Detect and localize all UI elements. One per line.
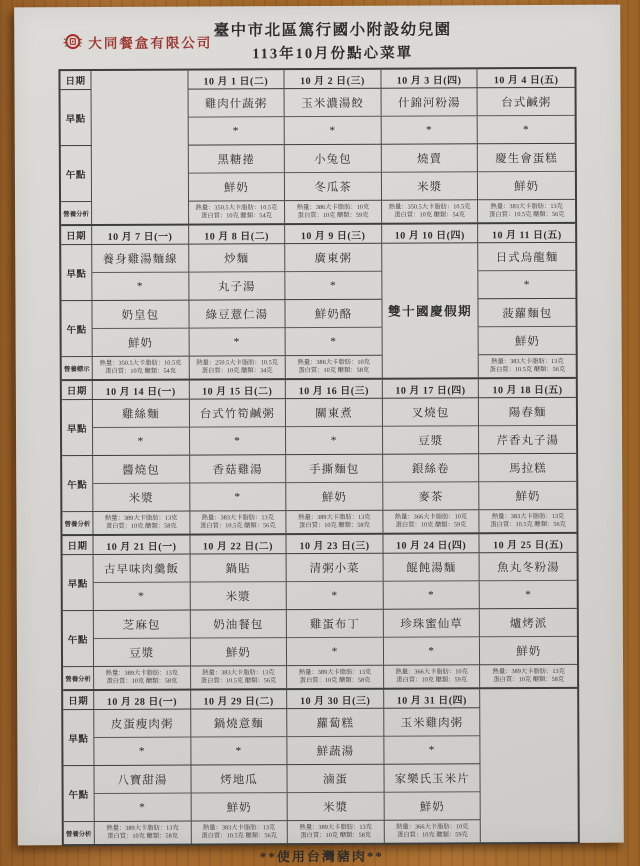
morning-side: * (286, 427, 383, 455)
morning-dish: 清粥小菜 (287, 554, 384, 582)
afternoon-side: * (384, 637, 481, 665)
week-4-block (62, 534, 577, 691)
nutrition-line1: 熱量：389大卡脂肪：13克 (299, 823, 372, 831)
nutrition-line1: 熱量：389大卡脂肪：13克 (105, 669, 179, 677)
afternoon-side: 鮮奶 (93, 329, 190, 357)
nutrition-cell (93, 357, 190, 379)
afternoon-dish: 香菇雞湯 (190, 455, 287, 483)
morning-side: * (287, 582, 384, 610)
row-label-date: 日期 (62, 536, 93, 555)
morning-dish: 雞絲麵 (93, 400, 190, 428)
date-cell: 10 月 4 日(五) (478, 69, 575, 88)
nutrition-cell (286, 356, 383, 378)
nutrition-cell (94, 667, 191, 689)
nutrition-line2: 蛋白質：10克 醣類：59克 (396, 831, 468, 839)
menu-document (14, 5, 624, 865)
date-cell: 10 月 9 日(三) (285, 225, 382, 244)
nutrition-line1: 熱量：383大卡脂肪：13克 (202, 668, 275, 677)
morning-side: * (191, 737, 288, 765)
row-label-nutrition: 營養分析 (62, 512, 93, 534)
nutrition-cell (189, 356, 286, 378)
afternoon-dish: 慶生會蛋糕 (478, 144, 575, 172)
nutrition-line2: 蛋白質：10克 醣類：59克 (396, 676, 468, 684)
nutrition-line1: 熱量：389大卡脂肪：13克 (106, 824, 179, 832)
afternoon-side: 米漿 (382, 172, 479, 200)
morning-dish: 玉米濃湯餃 (285, 89, 382, 117)
row-label-morning: 早點 (62, 400, 93, 456)
afternoon-side: 鮮奶 (188, 173, 285, 201)
nutrition-line2: 蛋白質：10克 醣類：58克 (105, 522, 177, 530)
nutrition-line1: 熱量：350.5大卡脂肪：10.5克 (195, 203, 278, 212)
afternoon-side: 米漿 (93, 484, 190, 512)
nutrition-line1: 熱量：386大卡脂肪：10克 (296, 203, 370, 211)
morning-dish: 什錦河粉湯 (381, 88, 478, 116)
date-cell: 10 月 11 日(五) (479, 224, 576, 243)
nutrition-line1: 熱量：386大卡脂肪：10克 (297, 358, 370, 366)
row-label-afternoon: 午點 (63, 766, 94, 822)
nutrition-line1: 熱量：350.5大卡脂肪：10.5克 (99, 359, 182, 367)
morning-dish: 古早味肉羹飯 (94, 555, 191, 583)
row-label-date: 日期 (63, 691, 94, 710)
date-cell: 10 月 3 日(四) (381, 69, 478, 88)
afternoon-side: 鮮奶 (191, 638, 288, 666)
date-cell: 10 月 23 日(三) (287, 535, 384, 554)
afternoon-side: 鮮奶 (384, 792, 481, 820)
nutrition-line2: 蛋白質：10克 醣類：54克 (105, 367, 176, 375)
date-cell: 10 月 21 日(一) (93, 536, 190, 555)
afternoon-side: * (287, 638, 384, 666)
row-label-morning: 早點 (63, 555, 94, 611)
document-title (213, 17, 451, 63)
afternoon-dish: 家樂氏玉米片 (384, 764, 481, 792)
afternoon-side: * (189, 328, 286, 356)
empty-cell (91, 71, 188, 224)
morning-dish: 皮蛋瘦肉粥 (94, 710, 191, 738)
menu-title: 113年10月份點心菜單 (252, 45, 414, 63)
morning-dish: 蘿蔔糕 (287, 709, 384, 737)
afternoon-side: 米漿 (288, 793, 385, 821)
afternoon-side: 鮮奶 (480, 482, 577, 510)
nutrition-line1: 熱量：383大卡脂肪：13克 (491, 512, 565, 520)
date-cell: 10 月 1 日(二) (188, 70, 285, 89)
row-label-date: 日期 (60, 71, 91, 90)
nutrition-line2: 蛋白質：10克 醣類：59克 (297, 211, 369, 220)
nutrition-line1: 熱量：383大卡脂肪：13克 (202, 823, 276, 832)
morning-side: * (478, 116, 575, 144)
afternoon-side: * (286, 328, 383, 356)
nutrition-line1: 熱量：366大卡脂肪：10克 (395, 667, 468, 676)
date-cell: 10 月 2 日(三) (285, 70, 382, 89)
nutrition-cell (287, 666, 384, 688)
nutrition-line2: 蛋白質：10.5克 醣類：56克 (200, 522, 276, 530)
nutrition-line2: 蛋白質：10克 醣類：58克 (106, 677, 178, 685)
date-cell: 10 月 24 日(四) (383, 534, 480, 553)
date-cell: 10 月 18 日(五) (479, 379, 576, 398)
date-cell: 10 月 8 日(二) (189, 225, 286, 244)
nutrition-cell (190, 511, 287, 533)
afternoon-side: 豆漿 (94, 639, 191, 667)
morning-dish: 玉米雞肉粥 (384, 708, 481, 736)
afternoon-dish: 珍珠蜜仙草 (384, 609, 481, 637)
afternoon-dish: 八寶甜湯 (94, 766, 191, 794)
nutrition-line1: 熱量：389大卡脂肪：13克 (298, 513, 371, 521)
row-label-afternoon: 午點 (61, 301, 92, 357)
morning-dish: 鍋燒意麵 (191, 709, 288, 737)
week-1-block (60, 69, 575, 226)
holiday-cell: 雙十國慶假期 (382, 243, 479, 377)
morning-dish: 台式竹筍鹹粥 (189, 399, 286, 427)
nutrition-cell (285, 201, 382, 223)
morning-dish: 魚丸冬粉湯 (480, 553, 577, 581)
morning-side: * (480, 581, 577, 609)
nutrition-cell (479, 355, 576, 377)
date-cell: 10 月 25 日(五) (480, 534, 577, 553)
row-label-afternoon: 午點 (61, 146, 92, 202)
afternoon-side: 冬瓜茶 (285, 173, 382, 201)
morning-dish: 關東煮 (286, 399, 383, 427)
nutrition-line2: 蛋白質：10.5克 醣類：56克 (489, 365, 566, 374)
afternoon-dish: 奶油餐包 (190, 610, 287, 638)
nutrition-cell (191, 666, 288, 688)
morning-side: 芹香丸子湯 (479, 426, 576, 454)
nutrition-cell (480, 510, 577, 532)
company-brand (62, 30, 212, 52)
empty-cell (481, 689, 578, 842)
afternoon-side: 鮮奶 (479, 327, 576, 355)
week-5-block (63, 689, 578, 844)
nutrition-line2: 蛋白質：10克 醣類：58克 (299, 676, 371, 685)
nutrition-line2: 蛋白質：10.5克 醣類：56克 (488, 210, 565, 219)
nutrition-line1: 熱量：389大卡脂肪：13克 (492, 667, 565, 675)
morning-side: * (92, 273, 189, 301)
afternoon-dish: 醬燒包 (93, 456, 190, 484)
nutrition-line2: 蛋白質：10克 醣類：54克 (201, 212, 272, 220)
nutrition-line1: 熱量：350.5大卡脂肪：10.5克 (388, 202, 471, 211)
afternoon-dish: 烤地瓜 (191, 765, 288, 793)
nutrition-line2: 蛋白質：10.5克 醣類：56克 (200, 677, 277, 685)
nutrition-line2: 蛋白質：10克 醣類：58克 (298, 521, 370, 530)
nutrition-line1: 熱量：383大卡脂肪：13克 (490, 202, 563, 210)
row-label-afternoon: 午點 (63, 611, 94, 667)
afternoon-dish: 爐烤派 (480, 609, 577, 637)
morning-side: 鮮蔬湯 (288, 737, 385, 765)
nutrition-line2: 蛋白質：10克 醣類：58克 (493, 675, 565, 684)
afternoon-dish: 鮮奶酪 (286, 300, 383, 328)
afternoon-dish: 雞蛋布丁 (287, 610, 384, 638)
morning-side: * (286, 272, 383, 300)
nutrition-cell (383, 510, 480, 532)
morning-dish: 餛飩湯麵 (383, 553, 480, 581)
nutrition-line1: 熱量：250.5大卡脂肪：10.5克 (196, 358, 279, 367)
morning-side: 丸子湯 (189, 272, 286, 300)
footer-note: **使用台灣豬肉** (259, 848, 384, 865)
nutrition-line1: 熱量：366大卡脂肪：10克 (394, 512, 468, 521)
nutrition-line2: 蛋白質：10克 醣類：58克 (107, 832, 179, 840)
afternoon-side: 鮮奶 (286, 483, 383, 511)
afternoon-dish: 奶皇包 (92, 301, 189, 329)
afternoon-side: 鮮奶 (480, 637, 577, 665)
week-3-block (62, 379, 577, 536)
morning-dish: 叉燒包 (383, 398, 480, 426)
nutrition-cell (480, 665, 577, 687)
nutrition-line2: 蛋白質：10.5克 醣類：56克 (201, 832, 277, 840)
nutrition-line1: 熱量：383大卡脂肪：13克 (201, 513, 275, 522)
nutrition-line1: 熱量：383大卡脂肪：13克 (491, 357, 564, 365)
nutrition-cell (382, 200, 479, 222)
nutrition-cell (93, 512, 190, 534)
date-cell: 10 月 15 日(二) (189, 380, 286, 399)
nutrition-cell (95, 822, 192, 844)
afternoon-dish: 滷蛋 (288, 765, 385, 793)
nutrition-cell (478, 200, 575, 222)
morning-side: * (383, 581, 480, 609)
afternoon-dish: 燒賣 (382, 144, 479, 172)
date-cell: 10 月 17 日(四) (383, 379, 480, 398)
nutrition-line2: 蛋白質：10克 醣類：59克 (395, 521, 467, 529)
row-label-nutrition: 營養分析 (64, 822, 95, 844)
row-label-morning: 早點 (61, 245, 92, 301)
date-cell: 10 月 14 日(一) (93, 381, 190, 400)
row-label-date: 日期 (62, 381, 93, 400)
date-cell: 10 月 22 日(二) (190, 535, 287, 554)
nutrition-line1: 熱量：389大卡脂肪：13克 (104, 514, 178, 522)
nutrition-line2: 蛋白質：10.5克 醣類：56克 (490, 520, 566, 529)
date-cell: 10 月 10 日(四) (382, 224, 479, 243)
date-cell: 10 月 31 日(四) (384, 689, 481, 708)
row-label-morning: 早點 (61, 90, 92, 146)
row-label-nutrition: 營養分析 (63, 667, 94, 689)
afternoon-dish: 菠蘿麵包 (479, 299, 576, 327)
morning-dish: 陽春麵 (479, 398, 576, 426)
nutrition-line1: 熱量：366大卡脂肪：10克 (396, 822, 469, 831)
document-header (58, 19, 578, 65)
morning-side: * (384, 736, 481, 764)
morning-side: * (190, 427, 287, 455)
afternoon-side: 鮮奶 (478, 172, 575, 200)
morning-dish: 雞肉什蔬粥 (188, 89, 285, 117)
nutrition-cell (288, 821, 385, 843)
nutrition-cell (385, 820, 482, 842)
company-name: 大同餐盒有限公司 (88, 34, 213, 51)
morning-dish: 養身雞湯麵線 (92, 245, 189, 273)
morning-side: * (479, 271, 576, 299)
afternoon-dish: 手撕麵包 (286, 455, 383, 483)
afternoon-dish: 芝麻包 (94, 611, 191, 639)
date-cell: 10 月 29 日(二) (191, 690, 288, 709)
afternoon-dish: 銀絲卷 (383, 454, 480, 482)
nutrition-line2: 蛋白質：10克 醣類：58克 (300, 831, 372, 840)
nutrition-line2: 蛋白質：10克 醣類：34克 (201, 367, 273, 375)
morning-side: * (93, 428, 190, 456)
row-label-date: 日期 (61, 226, 92, 245)
row-label-nutrition: 營養標示 (62, 357, 93, 379)
menu-table (58, 67, 579, 846)
morning-dish: 鍋貼 (190, 554, 287, 582)
morning-side: * (381, 116, 478, 144)
date-cell: 10 月 28 日(一) (94, 691, 191, 710)
afternoon-side: 麥茶 (383, 482, 480, 510)
company-logo-emblem (62, 31, 83, 52)
morning-side: 米漿 (190, 582, 287, 610)
morning-side: * (285, 117, 382, 145)
nutrition-line1: 熱量：389大卡脂肪：13克 (298, 668, 372, 676)
morning-side: * (94, 583, 191, 611)
afternoon-dish: 小兔包 (285, 145, 382, 173)
afternoon-side: * (190, 483, 287, 511)
date-cell: 10 月 30 日(三) (287, 690, 384, 709)
morning-side: * (94, 738, 191, 766)
afternoon-side: * (95, 794, 192, 822)
morning-dish: 廣東粥 (285, 244, 382, 272)
nutrition-cell (384, 665, 481, 687)
morning-dish: 台式鹹粥 (478, 88, 575, 116)
morning-dish: 炒麵 (189, 244, 286, 272)
date-cell: 10 月 16 日(三) (286, 380, 383, 399)
morning-side: 豆漿 (383, 426, 480, 454)
afternoon-dish: 馬拉糕 (480, 454, 577, 482)
afternoon-dish: 黑糖捲 (188, 145, 285, 173)
nutrition-line2: 蛋白質：10克 醣類：58克 (298, 366, 370, 375)
nutrition-cell (191, 821, 288, 843)
nutrition-cell (287, 511, 384, 533)
morning-side: * (188, 117, 285, 145)
week-2-block (61, 224, 576, 381)
afternoon-side: 鮮奶 (191, 793, 288, 821)
row-label-morning: 早點 (63, 710, 94, 766)
row-label-afternoon: 午點 (62, 456, 93, 512)
nutrition-cell (189, 201, 286, 223)
date-cell: 10 月 7 日(一) (92, 226, 189, 245)
morning-dish: 日式烏龍麵 (479, 243, 576, 271)
nutrition-line2: 蛋白質：10克 醣類：54克 (394, 211, 466, 219)
afternoon-dish: 綠豆薏仁湯 (189, 300, 286, 328)
row-label-nutrition: 營養分析 (61, 202, 92, 224)
school-name: 臺中市北區篤行國小附設幼兒園 (213, 21, 452, 40)
